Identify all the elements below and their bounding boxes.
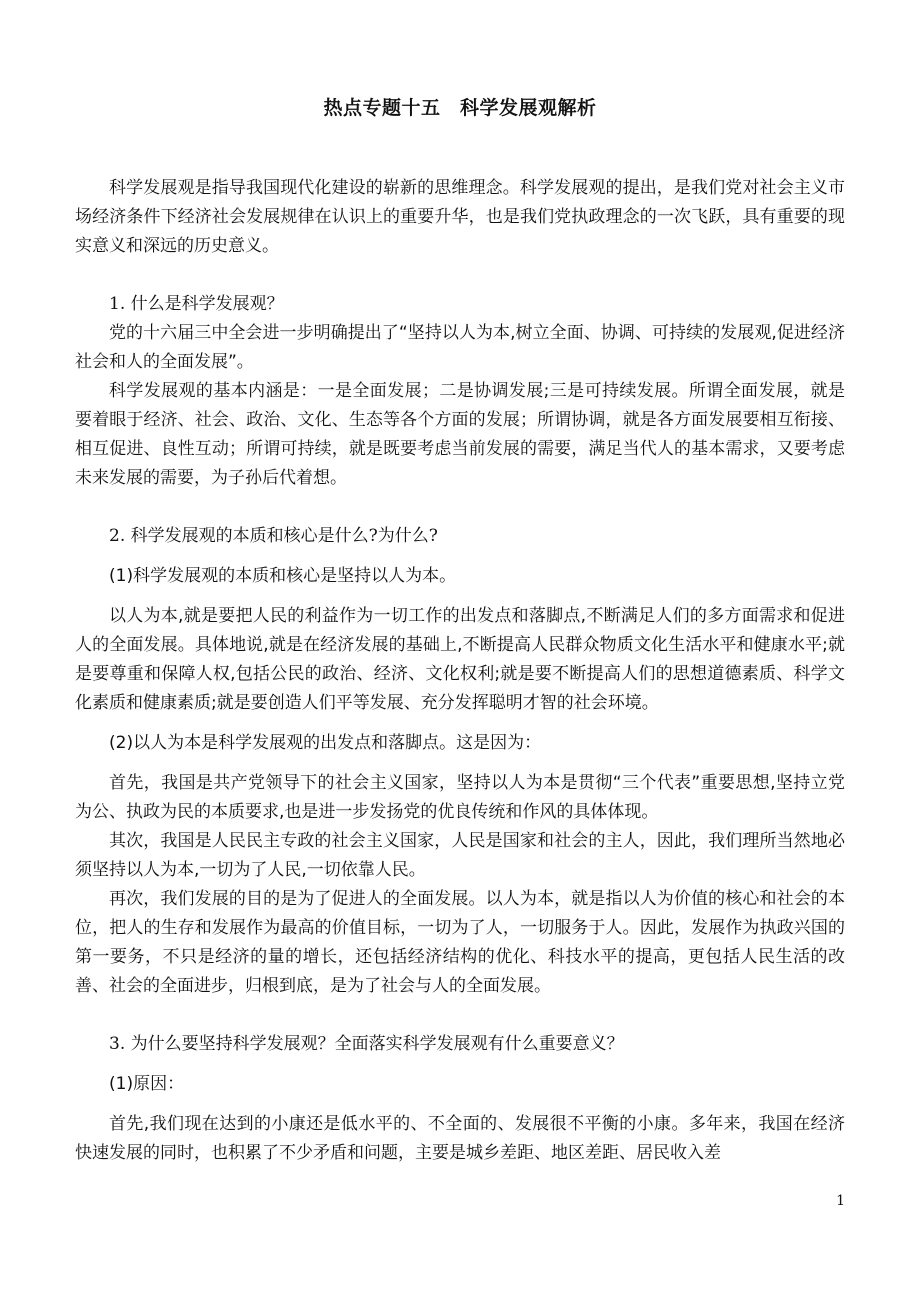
section-1-paragraph-1: 党的十六届三中全会进一步明确提出了“坚持以人为本,树立全面、协调、可持续的发展观,促进经济社会和人的全面发展”。	[75, 323, 845, 372]
spacer	[75, 758, 845, 769]
section-3-paragraph-1: 首先,我们现在达到的小康还是低水平的、不全面的、发展很不平衡的小康。多年来，我国在经济快速发展的同时，也积累了不少矛盾和问题，主要是城乡差距、地区差距、居民收入差	[75, 1114, 845, 1163]
section-1-heading: 1. 什么是科学发展观？	[109, 294, 284, 314]
page-number: 1	[836, 1193, 845, 1209]
section-3-heading: 3. 为什么要坚持科学发展观？全面落实科学发展观有什么重要意义？	[109, 1034, 624, 1054]
spacer	[75, 1099, 845, 1110]
page-title: 热点专题十五 科学发展观解析	[323, 97, 597, 119]
section-2-paragraph-3: 其次，我国是人民民主专政的社会主义国家，人民是国家和社会的主人，因此，我们理所当然地必须坚持以人为本,一切为了人民,一切依靠人民。	[75, 831, 845, 880]
spacer	[75, 493, 845, 522]
spacer	[75, 1059, 845, 1070]
spacer	[75, 591, 845, 602]
section-2-subheading-2: (2)以人为本是科学发展观的出发点和落脚点。这是因为：	[109, 733, 542, 753]
spacer	[75, 718, 845, 729]
section-2-paragraph-2: 首先，我国是共产党领导下的社会主义国家，坚持以人为本是贯彻“三个代表”重要思想,坚持立党为公、执政为民的本质要求,也是进一步发扬党的优良传统和作风的具体体现。	[75, 773, 845, 822]
document-body	[75, 174, 845, 1168]
section-3-subheading-1: (1)原因：	[109, 1074, 185, 1094]
section-2-paragraph-4: 再次，我们发展的目的是为了促进人的全面发展。以人为本，就是指以人为价值的核心和社会的本位，把人的生存和发展作为最高的价值目标，一切为了人，一切服务于人。因此，发展作为执政兴国的第一要务，不只是经济的量的增长，还包括经济结构的优化、科技水平的提高，更包括人民生活的改善、社会的全面进步，归根到底，是为了社会与人的全面发展。	[75, 889, 845, 996]
spacer	[75, 1001, 845, 1030]
section-2-paragraph-1: 以人为本,就是要把人民的利益作为一切工作的出发点和落脚点,不断满足人们的多方面需求和促进人的全面发展。具体地说,就是在经济发展的基础上,不断提高人民群众物质文化生活水平和健康水平;就是要尊重和保障人权,包括公民的政治、经济、文化权利;就是要不断提高人们的思想道德素质、科学文化素质和健康素质;就是要创造人们平等发展、充分发挥聪明才智的社会环境。	[75, 606, 845, 713]
intro-paragraph: 科学发展观是指导我国现代化建设的崭新的思维理念。科学发展观的提出，是我们党对社会主义市场经济条件下经济社会发展规律在认识上的重要升华，也是我们党执政理念的一次飞跃，具有重要的现实意义和深远的历史意义。	[75, 178, 845, 256]
section-2-subheading-1: (1)科学发展观的本质和核心是坚持以人为本。	[109, 566, 457, 586]
spacer	[75, 261, 845, 290]
section-1-paragraph-2: 科学发展观的基本内涵是：一是全面发展；二是协调发展;三是可持续发展。所谓全面发展，就是要着眼于经济、社会、政治、文化、生态等各个方面的发展；所谓协调，就是各方面发展要相互衔接、相互促进、良性互动；所谓可持续，就是既要考虑当前发展的需要，满足当代人的基本需求，又要考虑未来发展的需要，为子孙后代着想。	[75, 381, 845, 488]
spacer	[75, 551, 845, 562]
section-2-heading: 2. 科学发展观的本质和核心是什么?为什么?	[109, 526, 438, 546]
